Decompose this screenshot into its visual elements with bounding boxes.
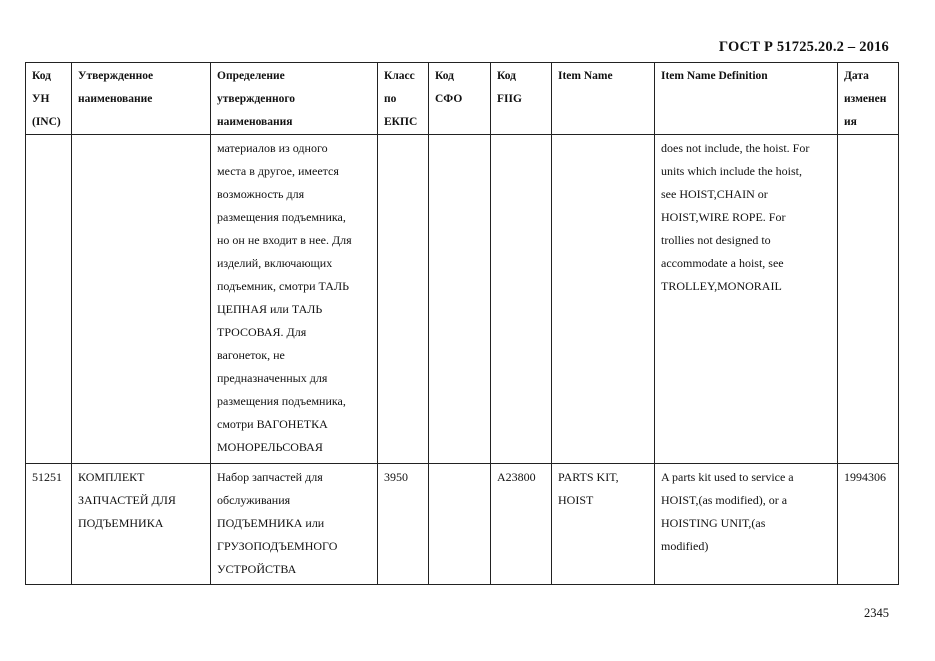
cell-fiig-code	[491, 135, 552, 464]
cell-fiig-code: A23800	[491, 464, 552, 585]
col-header-fiig-code: Код FIIG	[491, 63, 552, 135]
cell-inc: 51251	[26, 464, 72, 585]
cell-item-name-definition: A parts kit used to service a HOIST,(as modified), or a HOISTING UNIT,(as modified)	[655, 464, 838, 585]
cell-item-name	[552, 135, 655, 464]
cell-change-date: 1994306	[838, 464, 899, 585]
cell-item-name-definition: does not include, the hoist. For units which include the hoist, see HOIST,CHAIN or HOIST,WIRE ROPE. For trollies not designed to accommodate a hoist, see TROLLEY,MONORAIL	[655, 135, 838, 464]
col-header-change-date: Дата изменен ия	[838, 63, 899, 135]
col-header-item-name: Item Name	[552, 63, 655, 135]
cell-ekps-class: 3950	[378, 464, 429, 585]
table-row-continuation	[26, 135, 899, 464]
header-row	[26, 63, 899, 135]
cell-definition: Набор запчастей для обслуживания ПОДЪЕМНИКА или ГРУЗОПОДЪЕМНОГО УСТРОЙСТВА	[211, 464, 378, 585]
cell-definition: материалов из одного места в другое, имеется возможность для размещения подъемника, но он не входит в нее. Для изделий, включающих подъемник, смотри ТАЛЬ ЦЕПНАЯ или ТАЛЬ ТРОСОВАЯ. Для вагонеток, не предназначенных для размещения подъемника, смотри ВАГОНЕТКА МОНОРЕЛЬСОВАЯ	[211, 135, 378, 464]
cell-change-date	[838, 135, 899, 464]
col-header-approved-name: Утвержденное наименование	[72, 63, 211, 135]
col-header-ekps-class: Класс по ЕКПС	[378, 63, 429, 135]
col-header-item-name-definition: Item Name Definition	[655, 63, 838, 135]
col-header-inc: Код УН (INC)	[26, 63, 72, 135]
cell-approved-name	[72, 135, 211, 464]
cell-sfo-code	[429, 464, 491, 585]
document-header: ГОСТ Р 51725.20.2 – 2016	[718, 39, 889, 55]
col-header-sfo-code: Код СФО	[429, 63, 491, 135]
classification-table	[25, 62, 899, 585]
cell-inc	[26, 135, 72, 464]
cell-item-name: PARTS KIT, HOIST	[552, 464, 655, 585]
col-header-definition: Определение утвержденного наименования	[211, 63, 378, 135]
cell-sfo-code	[429, 135, 491, 464]
table-row	[26, 464, 899, 585]
cell-approved-name: КОМПЛЕКТ ЗАПЧАСТЕЙ ДЛЯ ПОДЪЕМНИКА	[72, 464, 211, 585]
cell-ekps-class	[378, 135, 429, 464]
page-number: 2345	[864, 606, 889, 620]
